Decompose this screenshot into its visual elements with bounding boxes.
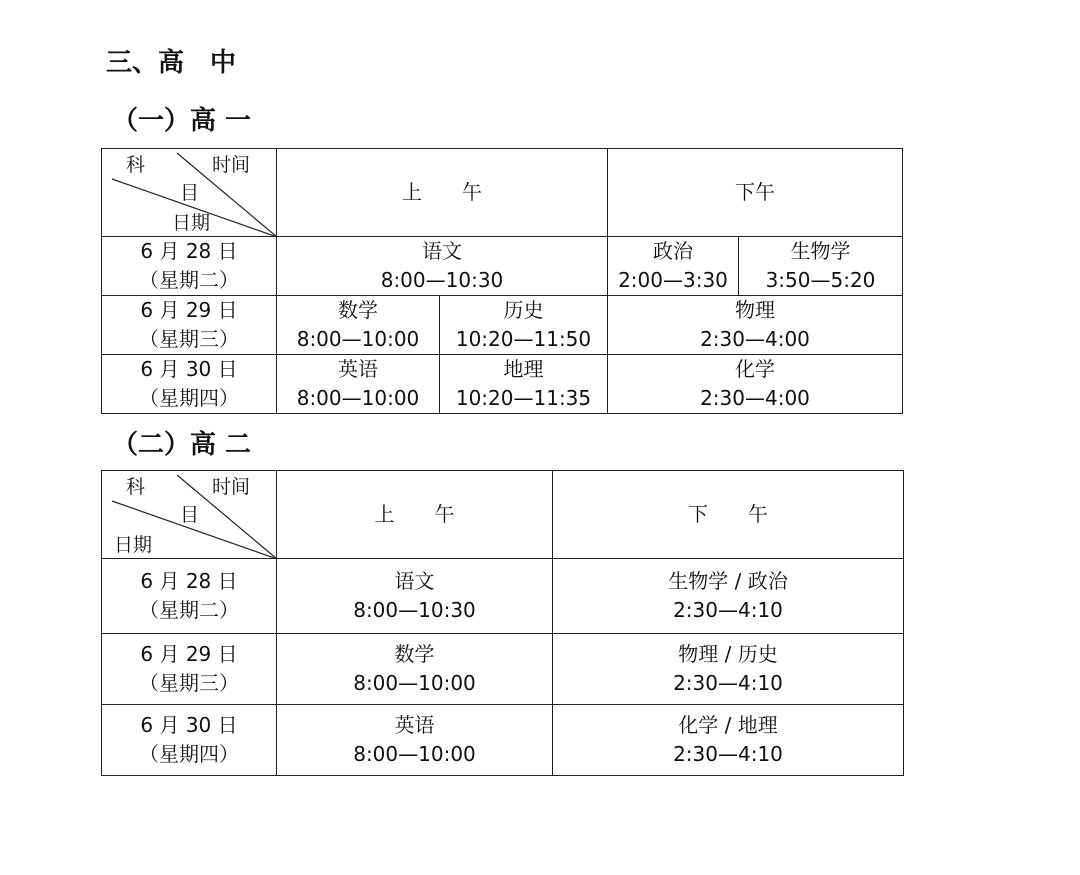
corner-mu-label: 目	[180, 182, 200, 204]
header-row	[102, 149, 903, 237]
date-cell: 6 月 29 日 （星期三）	[102, 296, 277, 355]
exam-cell: 生物学 / 政治 2:30—4:10	[553, 559, 904, 634]
corner-header-cell	[102, 471, 277, 559]
exam-cell: 物理 2:30—4:00	[608, 296, 903, 355]
header-row	[102, 471, 904, 559]
grade1-heading: （一）高 一	[112, 106, 252, 136]
exam-cell: 历史 10:20—11:50	[440, 296, 608, 355]
date-cell: 6 月 30 日 （星期四）	[102, 355, 277, 414]
exam-cell: 化学 / 地理 2:30—4:10	[553, 705, 904, 776]
corner-date-label: 日期	[172, 212, 211, 234]
section-title: 三、高 中	[106, 48, 237, 78]
corner-subject-label: 科	[126, 154, 146, 176]
date-cell: 6 月 30 日 （星期四）	[102, 705, 277, 776]
date-cell: 6 月 28 日 （星期二）	[102, 559, 277, 634]
exam-cell: 英语 8:00—10:00	[277, 355, 440, 414]
corner-date-label: 日期	[114, 534, 153, 556]
date-cell: 6 月 29 日 （星期三）	[102, 634, 277, 705]
afternoon-header: 下午	[608, 149, 903, 237]
corner-time-label: 时间	[212, 154, 251, 176]
table-row	[102, 634, 904, 705]
grade2-schedule-table	[101, 470, 904, 776]
exam-cell: 语文 8:00—10:30	[277, 559, 553, 634]
corner-time-label: 时间	[212, 476, 251, 498]
table-row	[102, 296, 903, 355]
morning-header: 上 午	[277, 471, 553, 559]
grade2-heading: （二）高 二	[112, 430, 252, 460]
exam-cell: 物理 / 历史 2:30—4:10	[553, 634, 904, 705]
table-row	[102, 237, 903, 296]
exam-cell: 政治 2:00—3:30	[608, 237, 739, 296]
exam-cell: 语文 8:00—10:30	[277, 237, 608, 296]
exam-cell: 化学 2:30—4:00	[608, 355, 903, 414]
exam-cell: 地理 10:20—11:35	[440, 355, 608, 414]
date-cell: 6 月 28 日 （星期二）	[102, 237, 277, 296]
table-row	[102, 355, 903, 414]
exam-cell: 数学 8:00—10:00	[277, 634, 553, 705]
corner-header-cell	[102, 149, 277, 237]
exam-cell: 英语 8:00—10:00	[277, 705, 553, 776]
grade1-schedule-table	[101, 148, 903, 414]
table-row	[102, 705, 904, 776]
table-row	[102, 559, 904, 634]
morning-header: 上 午	[277, 149, 608, 237]
exam-cell: 数学 8:00—10:00	[277, 296, 440, 355]
afternoon-header: 下 午	[553, 471, 904, 559]
corner-subject-label: 科	[126, 476, 146, 498]
corner-mu-label: 目	[180, 504, 200, 526]
exam-cell: 生物学 3:50—5:20	[739, 237, 903, 296]
